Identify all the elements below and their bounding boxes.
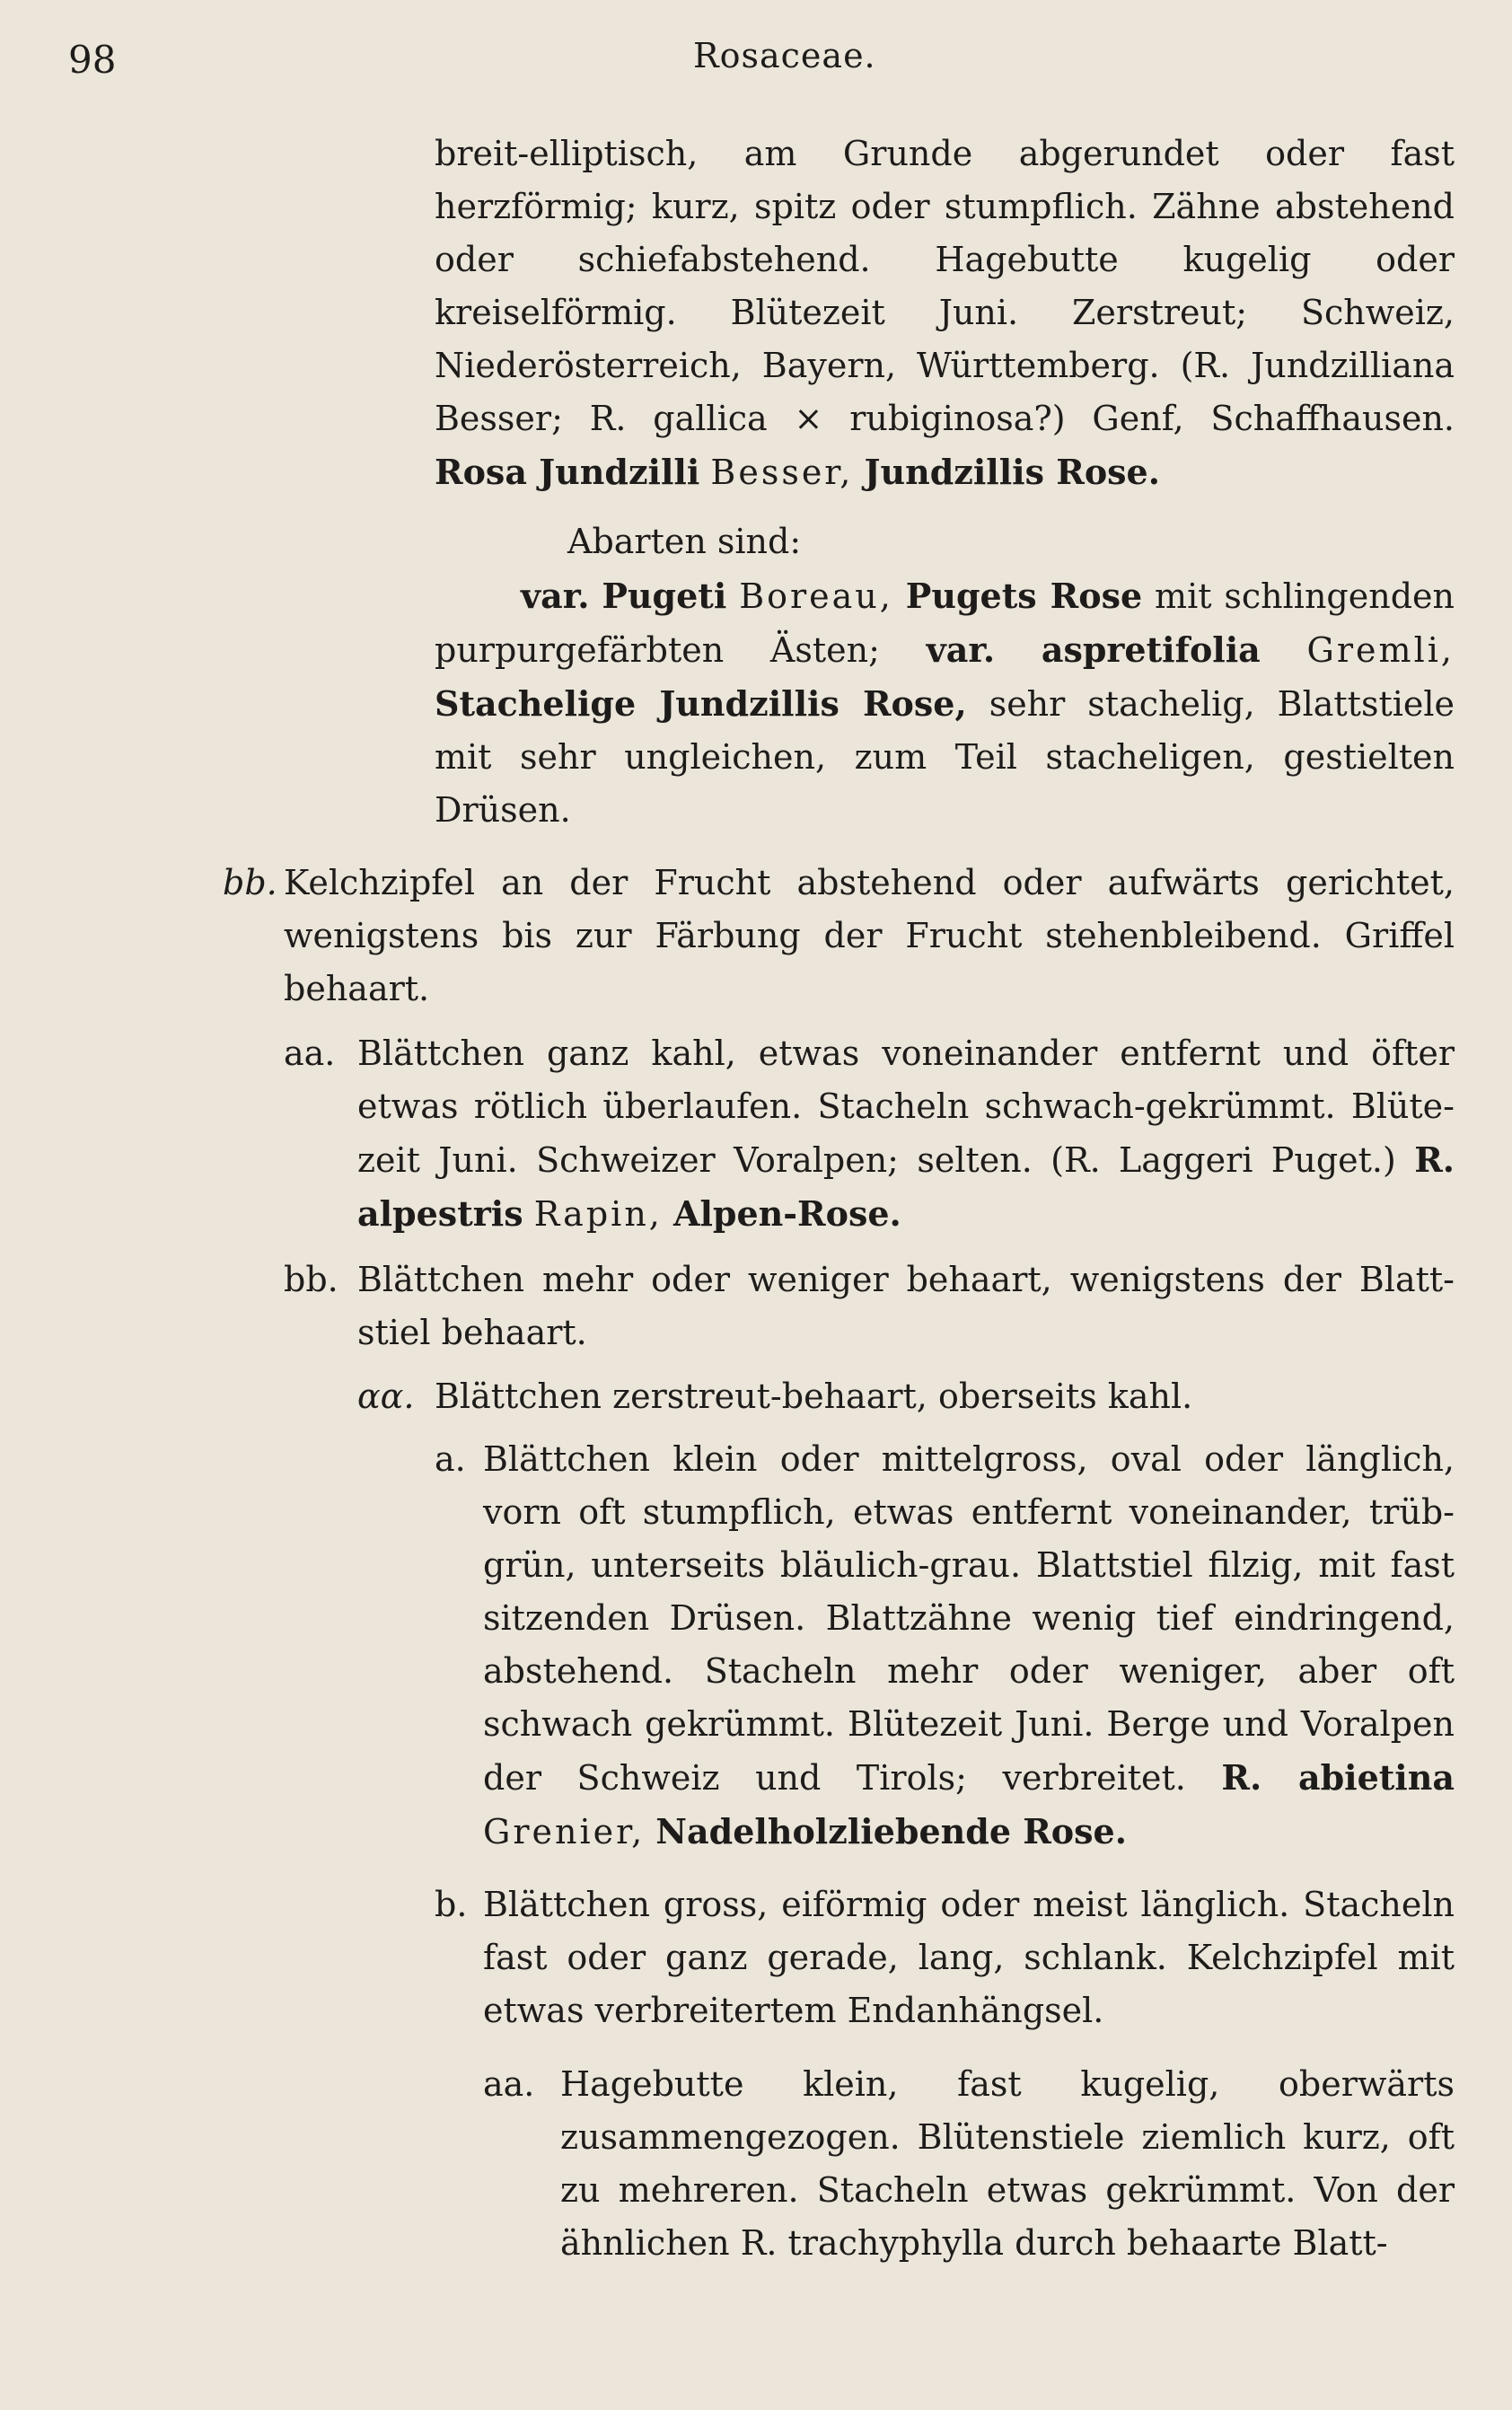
- key-label: aa.: [284, 1033, 336, 1073]
- species-name: Rosa Jundzilli: [435, 452, 700, 492]
- key-label: bb.: [284, 1260, 338, 1299]
- variety-common-name: Stachelige Jundzillis Rose,: [435, 683, 967, 724]
- var-label: var.: [926, 629, 996, 670]
- varieties-intro: [567, 515, 801, 568]
- variety-author: Boreau,: [739, 576, 893, 616]
- paragraph-text: Blättchen klein oder mittelgross, oval oder länglich, vorn oft stumpflich, etwas entfernt voneinander, trübgrün, unterseits bläulich-grau. Blattstiel filzig, mit fast sitzenden Drüsen. Blattzähne wenig tief eindringend, abstehend. Stacheln mehr oder weniger, aber oft schwach gekrümmt. Blütezeit Juni. Berge und Voralpen der Schweiz und Tirols; verbreitet.: [483, 1439, 1455, 1798]
- species-name: R. abietina: [1221, 1757, 1455, 1798]
- variety-name: Pugeti: [602, 576, 727, 616]
- key-a-abietina: [483, 1433, 1455, 1859]
- key-bb-kelchzipfel: [284, 857, 1455, 1016]
- species-author: Rapin,: [533, 1194, 663, 1234]
- common-name: Nadelholzliebende Rose.: [655, 1811, 1127, 1851]
- variety-author: Gremli,: [1306, 630, 1455, 670]
- key-label: a.: [435, 1439, 466, 1479]
- paragraph-rosa-jundzilli: [435, 128, 1455, 499]
- common-name: Alpen-Rose.: [672, 1193, 901, 1234]
- variety-common-name: Pugets Rose: [905, 576, 1143, 616]
- key-b-gross: [483, 1878, 1455, 2037]
- key-label: bb.: [223, 863, 277, 902]
- page-number: 98: [68, 38, 117, 82]
- paragraph-text: Kelchzipfel an der Frucht abstehend oder aufwärts gerichtet, wenigstens bis zur Färbung der Frucht stehenbleibend. Griffel behaart.: [284, 863, 1455, 1008]
- paragraph-text: Blättchen ganz kahl, etwas voneinander entfernt und öfter etwas rötlich überlaufen. Stacheln schwach-gekrümmt. Blütezeit Juni. Schweizer Voralpen; selten. (R. Laggeri Puget.): [357, 1033, 1455, 1180]
- paragraph-text: Blättchen mehr oder weniger behaart, wenigstens der Blattstiel behaart.: [357, 1260, 1455, 1352]
- paragraph-text: Blättchen zerstreut-behaart, oberseits kahl.: [435, 1377, 1193, 1416]
- paragraph-text: mit schlingenden purpurgefärbten Ästen;: [435, 576, 1455, 670]
- key-label: b.: [435, 1885, 468, 1924]
- key-alpha-alpha: [435, 1370, 1455, 1423]
- key-label: aa.: [483, 2064, 535, 2104]
- species-author: Besser,: [710, 453, 854, 492]
- key-aa-alpestris: [357, 1027, 1455, 1241]
- paragraph-text: sehr stachelig, Blattstiele mit sehr ungleichen, zum Teil stacheligen, gestielten Drüsen.: [435, 684, 1455, 830]
- varieties-intro-text: Abarten sind:: [567, 522, 802, 561]
- paragraph-text: breit-elliptisch, am Grunde abgerundet oder fast herzförmig; kurz, spitz oder stumpflich. Zähne abstehend oder schiefabstehend. Hagebutte kugelig oder kreiselförmig. Blütezeit Juni. Zerstreut; Schweiz, Niederösterreich, Bayern, Württemberg. (R. Jundzilliana Besser; R. gallica × rubiginosa?) Genf, Schaffhausen.: [435, 134, 1455, 438]
- variety-name: aspretifolia: [1041, 629, 1261, 670]
- species-name: R. alpestris: [357, 1139, 1455, 1234]
- paragraph-text: Blättchen gross, eiförmig oder meist länglich. Stacheln fast oder ganz gerade, lang, schlank. Kelchzipfel mit etwas verbreitertem Endanhängsel.: [483, 1885, 1455, 2030]
- species-author: Grenier,: [483, 1812, 646, 1851]
- key-aa-hagebutte: [560, 2058, 1455, 2270]
- paragraph-varieties: [435, 569, 1455, 837]
- key-bb-behaart: [357, 1253, 1455, 1359]
- common-name: Jundzillis Rose.: [864, 452, 1160, 492]
- var-label: var.: [521, 576, 590, 616]
- paragraph-text: Hagebutte klein, fast kugelig, oberwärts zusammengezogen. Blütenstiele ziemlich kurz, oft zu mehreren. Stacheln etwas gekrümmt. Von der ähnlichen R. trachyphylla durch behaarte Blatt-: [560, 2064, 1455, 2263]
- running-title: Rosaceae.: [693, 36, 876, 75]
- key-label: αα.: [357, 1377, 415, 1416]
